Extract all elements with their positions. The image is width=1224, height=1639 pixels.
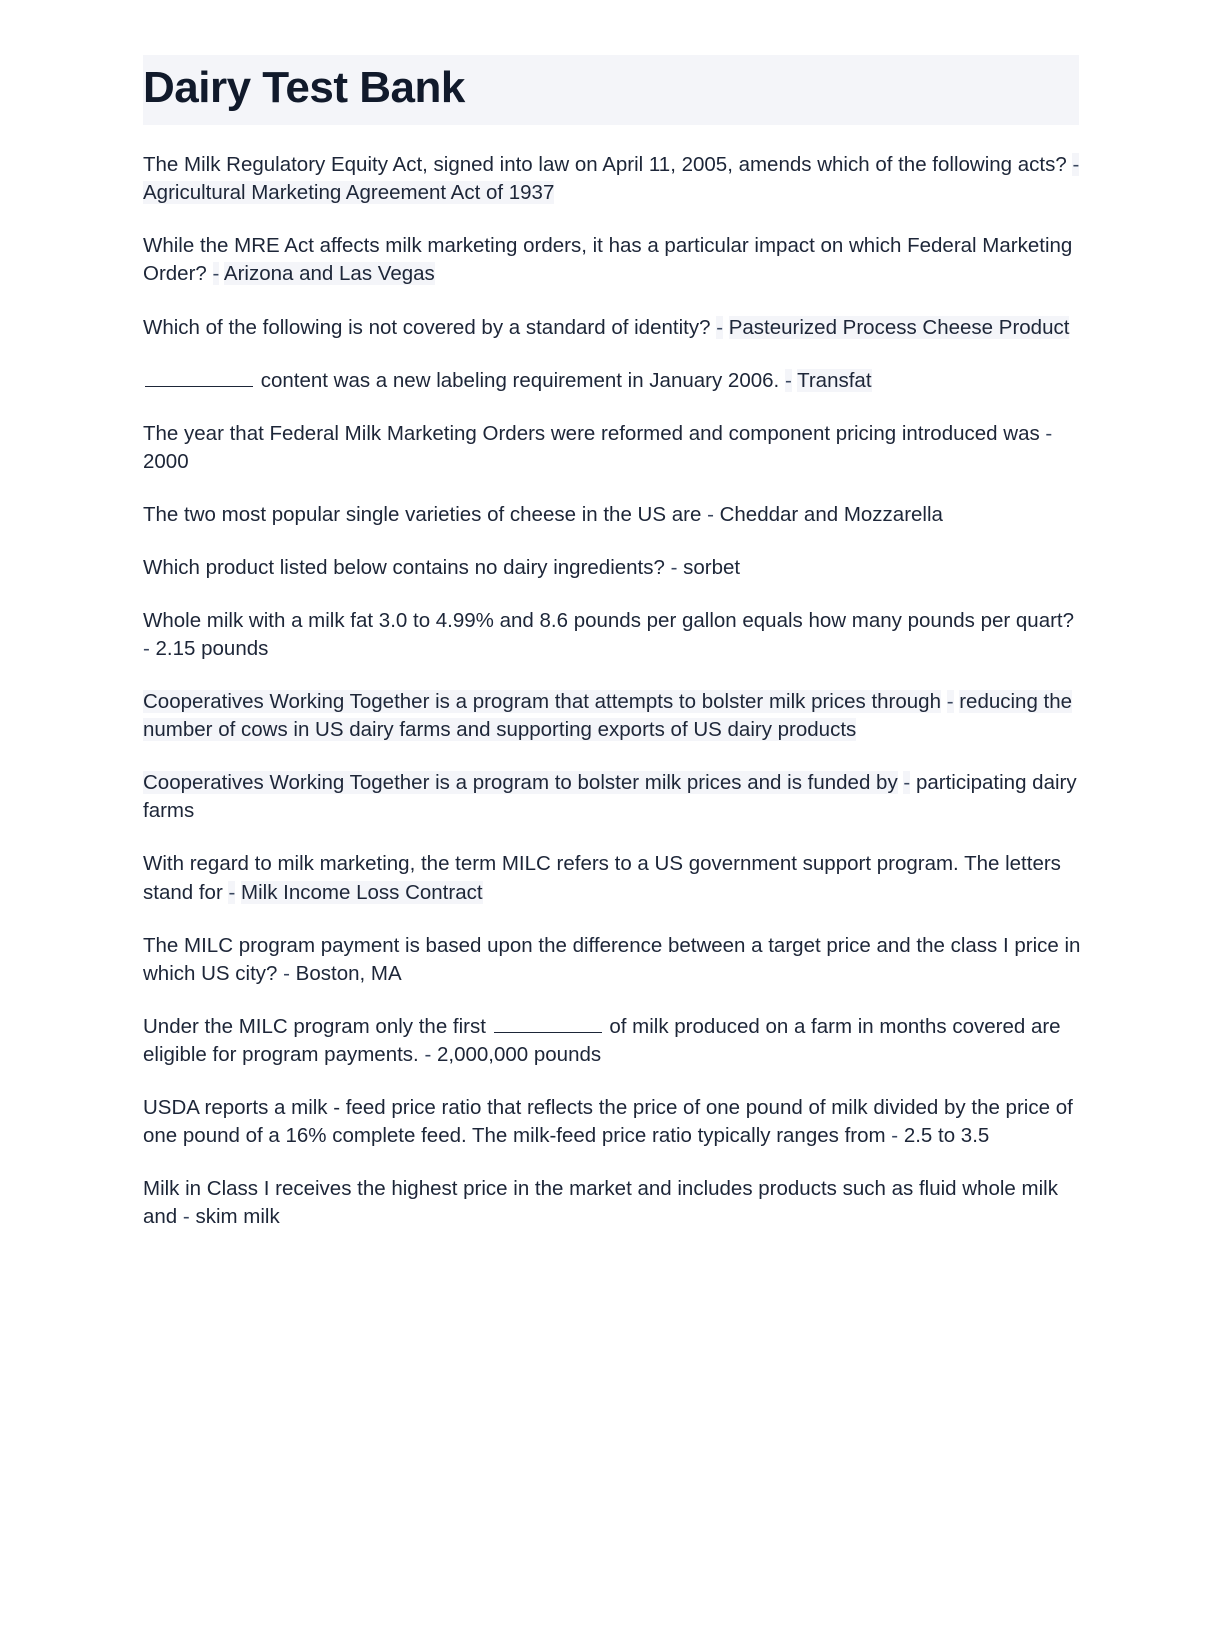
question-text: Which product listed below contains no dairy ingredients? [143, 555, 665, 579]
separator: - [424, 1042, 432, 1066]
qa-item [143, 1013, 1081, 1069]
document-page [0, 55, 1224, 1639]
answer-text: sorbet [683, 555, 741, 579]
separator: - [1045, 421, 1053, 445]
qa-item [143, 232, 1081, 288]
qa-item [143, 151, 1081, 207]
question-answer-list [143, 151, 1081, 1231]
answer-text: 2000 [143, 449, 189, 473]
separator: - [670, 555, 678, 579]
qa-item [143, 1175, 1081, 1231]
qa-item [143, 688, 1081, 744]
qa-item [143, 420, 1081, 476]
separator: - [716, 315, 724, 339]
question-text: The Milk Regulatory Equity Act, signed into law on April 11, 2005, amends which of the following acts? [143, 153, 1067, 177]
question-text: The MILC program payment is based upon the difference between a target price and the class I price in which US city? [143, 933, 1081, 985]
answer-text: reducing the number of cows in US dairy farms and supporting exports of US dairy products [143, 690, 1073, 742]
separator: - [182, 1205, 190, 1229]
qa-item [143, 314, 1081, 342]
question-text: Cooperatives Working Together is a program that attempts to bolster milk prices through [143, 690, 941, 714]
question-text: While the MRE Act affects milk marketing orders, it has a particular impact on which Federal Marketing Order? [143, 234, 1073, 286]
separator: - [946, 690, 954, 714]
qa-item [143, 932, 1081, 988]
separator: - [1072, 153, 1080, 177]
question-text: Whole milk with a milk fat 3.0 to 4.99% and 8.6 pounds per gallon equals how many pounds per quart? [143, 608, 1075, 632]
qa-item [143, 367, 1081, 395]
question-text: The two most popular single varieties of cheese in the US are [143, 502, 702, 526]
separator: - [891, 1123, 899, 1147]
question-text: The year that Federal Milk Marketing Orders were reformed and component pricing introduced was [143, 421, 1040, 445]
answer-text: Transfat [797, 368, 872, 392]
answer-text: participating dairy farms [143, 771, 1077, 823]
answer-text: skim milk [195, 1205, 280, 1229]
question-text: USDA reports a milk - feed price ratio that reflects the price of one pound of milk divided by the price of one pound of a 16% complete feed. The milk-feed price ratio typically ranges from [143, 1095, 1073, 1147]
question-text: Cooperatives Working Together is a program to bolster milk prices and is funded by [143, 771, 898, 795]
qa-item [143, 501, 1081, 529]
question-text-part1: Under the MILC program only the first [143, 1014, 486, 1038]
answer-text: Arizona and Las Vegas [223, 262, 435, 286]
qa-item [143, 554, 1081, 582]
question-text: Which of the following is not covered by a standard of identity? [143, 315, 711, 339]
separator: - [784, 368, 792, 392]
separator: - [228, 880, 236, 904]
question-text: content was a new labeling requirement in January 2006. [260, 368, 780, 392]
answer-text: Agricultural Marketing Agreement Act of 1937 [143, 181, 555, 205]
separator: - [903, 771, 911, 795]
fill-in-blank [494, 1013, 602, 1032]
separator: - [283, 961, 290, 985]
title-banner [143, 55, 1079, 125]
separator: - [707, 502, 714, 526]
answer-text: 2.5 to 3.5 [903, 1123, 990, 1147]
answer-text: Boston, MA [295, 961, 402, 985]
answer-text: 2.15 pounds [155, 637, 269, 661]
page-title: Dairy Test Bank [143, 63, 465, 112]
qa-item [143, 850, 1081, 906]
qa-item [143, 607, 1081, 663]
separator: - [212, 262, 220, 286]
answer-text: Cheddar and Mozzarella [719, 502, 943, 526]
qa-item [143, 769, 1081, 825]
answer-text: Milk Income Loss Contract [241, 880, 483, 904]
qa-item [143, 1094, 1081, 1150]
fill-in-blank [145, 367, 253, 386]
answer-text: Pasteurized Process Cheese Product [728, 315, 1070, 339]
separator: - [143, 637, 150, 661]
answer-text: 2,000,000 pounds [436, 1042, 602, 1066]
question-text-part2: of milk produced on a farm in months covered are eligible for program payments. [143, 1014, 1061, 1066]
question-text: Milk in Class I receives the highest price in the market and includes products such as fluid whole milk and [143, 1177, 1058, 1229]
question-text: With regard to milk marketing, the term MILC refers to a US government support program. The letters stand for [143, 852, 1061, 904]
